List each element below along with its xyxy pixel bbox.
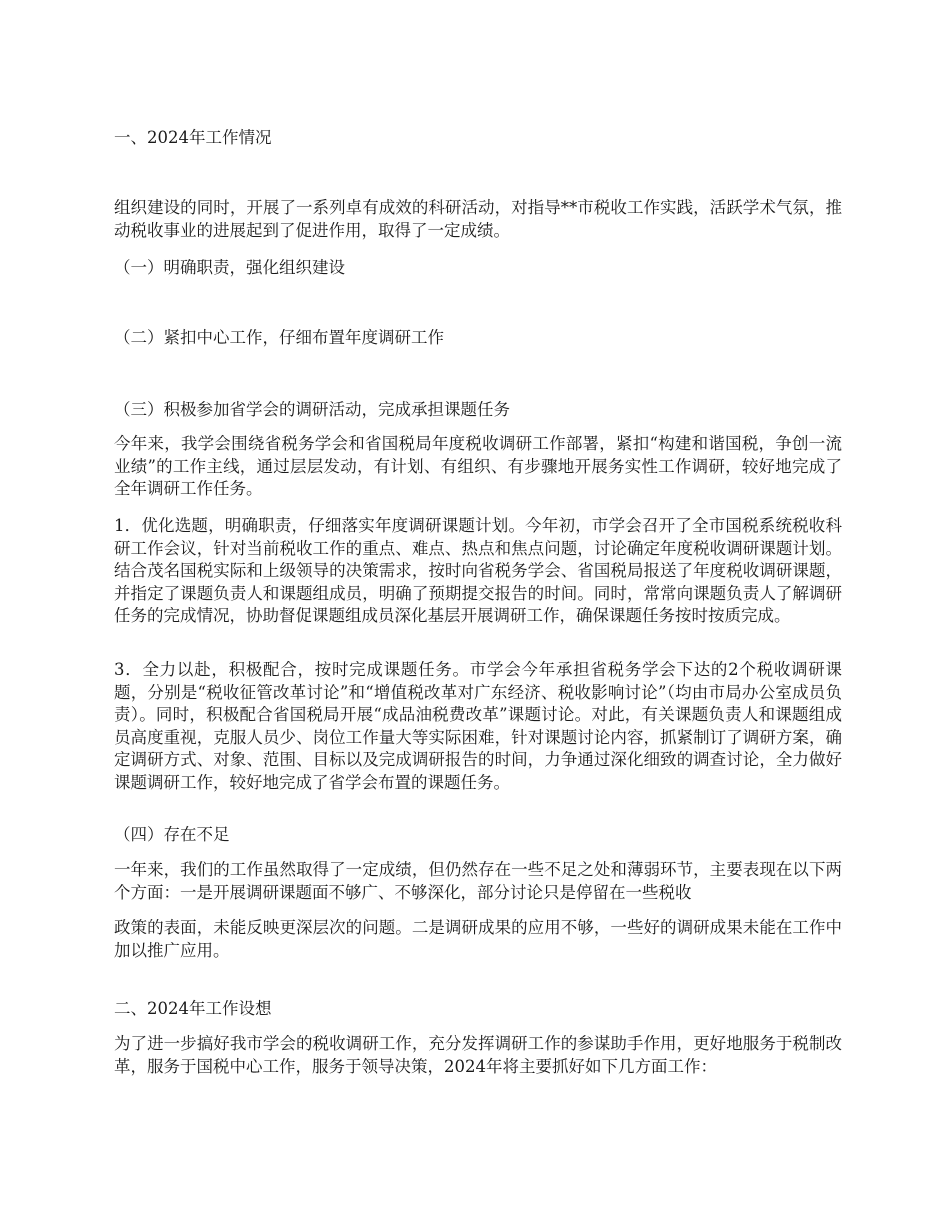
item-3-paragraph: 3．全力以赴，积极配合，按时完成课题任务。市学会今年承担省税务学会下达的2个税收调研课题，分别是“税收征管改革讨论”和“增值税改革对广东经济、税收影响讨论”（均由市局办公室成员负责）。同时，积极配合省国税局开展“成品油税费改革”课题讨论。对此，有关课题负责人和课题组成员高度重视，克服人员少、岗位工作量大等实际困难，针对课题讨论内容，抓紧制订了调研方案，确定调研方式、对象、范围、目标以及完成调研报告的时间，力争通过深化细致的调查讨论，全力做好课题调研工作，较好地完成了省学会布置的课题任务。 bbox=[114, 660, 842, 792]
subheading-research-arrangement: （二）紧扣中心工作，仔细布置年度调研工作 bbox=[114, 328, 444, 347]
shortcomings-paragraph-part-1: 一年来，我们的工作虽然取得了一定成绩，但仍然存在一些不足之处和薄弱环节，主要表现在以下两个方面：一是开展调研课题面不够广、不够深化，部分讨论只是停留在一些税收 bbox=[114, 860, 842, 902]
subheading-shortcomings: （四）存在不足 bbox=[114, 825, 230, 844]
research-intro-paragraph: 今年来，我学会围绕省税务学会和省国税局年度税收调研工作部署，紧扣“构建和谐国税，争创一流业绩”的工作主线，通过层层发动，有计划、有组织、有步骤地开展务实性工作调研，较好地完成了全年调研工作任务。 bbox=[114, 434, 842, 498]
section-heading-work-plan: 二、2024年工作设想 bbox=[114, 999, 272, 1018]
work-plan-paragraph: 为了进一步搞好我市学会的税收调研工作，充分发挥调研工作的参谋助手作用，更好地服务于税制改革，服务于国税中心工作，服务于领导决策，2024年将主要抓好如下几方面工作： bbox=[114, 1034, 842, 1076]
intro-paragraph: 组织建设的同时，开展了一系列卓有成效的科研活动，对指导**市税收工作实践，活跃学术气氛，推动税收事业的进展起到了促进作用，取得了一定成绩。 bbox=[114, 198, 842, 240]
section-heading-work-situation: 一、2024年工作情况 bbox=[114, 128, 272, 147]
shortcomings-paragraph-part-2: 政策的表面，未能反映更深层次的问题。二是调研成果的应用不够，一些好的调研成果未能在工作中加以推广应用。 bbox=[114, 918, 842, 960]
item-1-paragraph: 1．优化选题，明确职责，仔细落实年度调研课题计划。今年初，市学会召开了全市国税系统税收科研工作会议，针对当前税收工作的重点、难点、热点和焦点问题，讨论确定年度税收调研课题计划。结合茂名国税实际和上级领导的决策需求，按时向省税务学会、省国税局报送了年度税收调研课题，并指定了课题负责人和课题组成员，明确了预期提交报告的时间。同时，常常向课题负责人了解调研任务的完成情况，协助督促课题组成员深化基层开展调研工作，确保课题任务按时按质完成。 bbox=[114, 516, 842, 625]
subheading-clarify-duties: （一）明确职责，强化组织建设 bbox=[114, 258, 345, 277]
subheading-provincial-research: （三）积极参加省学会的调研活动，完成承担课题任务 bbox=[114, 400, 510, 419]
